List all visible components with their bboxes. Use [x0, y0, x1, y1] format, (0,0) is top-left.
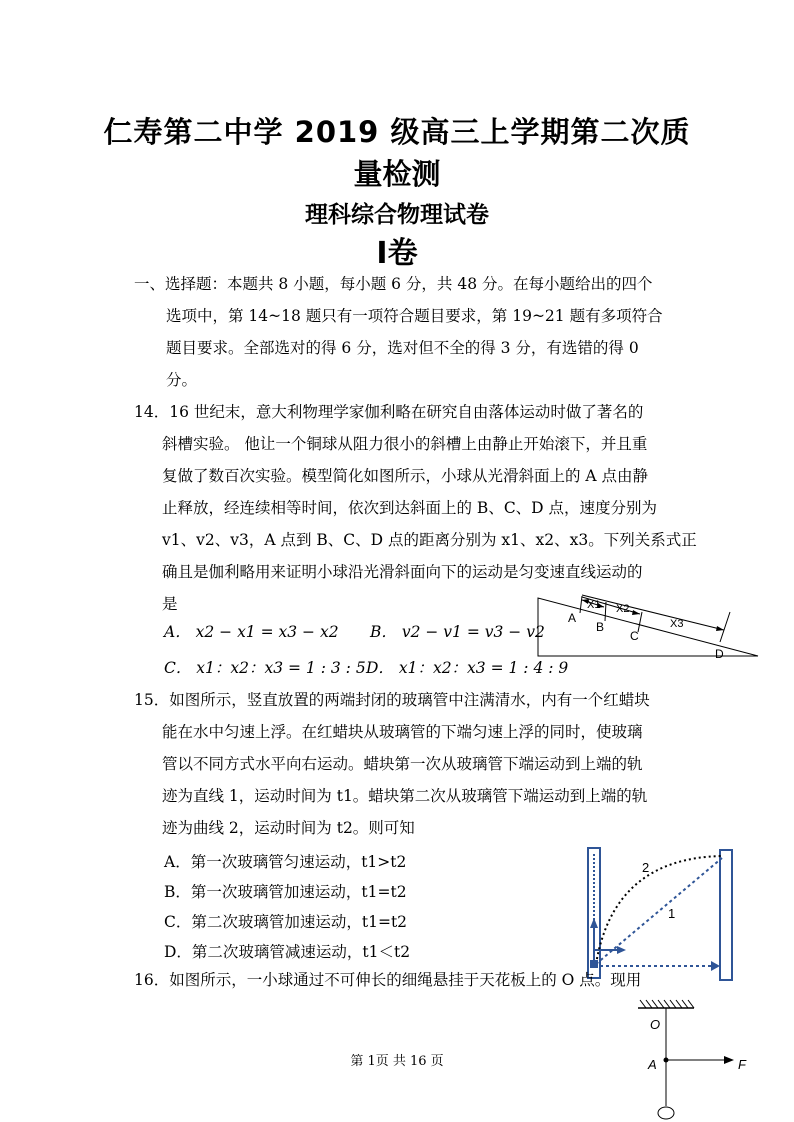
q15-text-line: 能在水中匀速上浮。在红蜡块从玻璃管的下端匀速上浮的同时，使玻璃 — [162, 723, 643, 741]
q14-text-line: 14．16 世纪末，意大利物理学家伽利略在研究自由落体运动时做了著名的 — [134, 403, 644, 421]
page-title-cont: 量检测 — [353, 157, 441, 191]
glass-tube-figure — [584, 842, 736, 984]
q14-text-line: 复做了数百次实验。模型简化如图所示，小球从光滑斜面上的 A 点由静 — [162, 467, 649, 485]
incline-figure — [532, 592, 764, 662]
page-footer: 第 1页 共 16 页 — [350, 1054, 444, 1069]
q14-option-d[interactable]: D． x1：x2：x3 = 1 : 4 : 9 — [366, 659, 569, 677]
q15-text-line: 15．如图所示，竖直放置的两端封闭的玻璃管中注满清水，内有一个红蜡块 — [134, 691, 650, 709]
q14-option-a[interactable]: A． x2 − x1 = x3 − x2 — [164, 623, 339, 641]
q15-option-d[interactable]: D．第二次玻璃管减速运动，t1＜t2 — [164, 943, 411, 961]
point-d-label: D — [715, 647, 724, 661]
q14-option-c[interactable]: C． x1：x2：x3 = 1 : 3 : 5 — [164, 659, 366, 677]
section-instruction-line: 分。 — [166, 371, 198, 389]
q14-text-line: 是 — [162, 595, 178, 613]
q15-text-line: 管以不同方式水平向右运动。蜡块第一次从玻璃管下端运动到上端的轨 — [162, 755, 643, 773]
q15-text-line: 迹为直线 1，运动时间为 t1。蜡块第二次从玻璃管下端运动到上端的轨 — [162, 787, 648, 805]
q14-text-line: 确且是伽利略用来证明小球沿光滑斜面向下的运动是匀变速直线运动的 — [162, 563, 643, 581]
section-instruction-line: 题目要求。全部选对的得 6 分，选对但不全的得 3 分，有选错的得 0 — [166, 339, 639, 357]
point-a-label: A — [568, 611, 577, 625]
q14-option-b[interactable]: B． v2 − v1 = v3 − v2 — [370, 623, 545, 641]
volume-label: Ⅰ卷 — [376, 236, 418, 271]
page-title: 仁寿第二中学 2019 级高三上学期第二次质 — [103, 115, 691, 149]
x1-label: X1 — [587, 599, 601, 611]
q16-text-line: 16．如图所示，一小球通过不可伸长的细绳悬挂于天花板上的 O 点。现用 — [134, 971, 642, 989]
line-1-label: 1 — [668, 906, 676, 921]
point-b-label: B — [596, 620, 605, 634]
q15-option-c[interactable]: C．第二次玻璃管加速运动，t1=t2 — [164, 913, 408, 931]
section-instruction-line: 选项中，第 14~18 题只有一项符合题目要求，第 19~21 题有多项符合 — [166, 307, 663, 325]
page-subtitle: 理科综合物理试卷 — [305, 202, 489, 228]
q14-text-line: 斜槽实验。 他让一个铜球从阻力很小的斜槽上由静止开始滚下，并且重 — [162, 435, 648, 453]
point-c-label: C — [630, 629, 639, 643]
point-a-label: A — [648, 1057, 657, 1072]
x2-label: X2 — [616, 603, 630, 615]
q14-text-line: v1、v2、v3，A 点到 B、C、D 点的距离分别为 x1、x2、x3。下列关系式正 — [162, 531, 697, 549]
q15-text-line: 迹为曲线 2，运动时间为 t2。则可知 — [162, 819, 415, 837]
point-o-label: O — [650, 1017, 661, 1032]
q15-option-a[interactable]: A．第一次玻璃管匀速运动，t1>t2 — [164, 853, 407, 871]
section-instruction-line: 一、选择题：本题共 8 小题，每小题 6 分，共 48 分。在每小题给出的四个 — [134, 275, 653, 293]
force-f-label: F — [738, 1057, 746, 1072]
curve-2-label: 2 — [642, 860, 650, 875]
q15-option-b[interactable]: B．第一次玻璃管加速运动，t1=t2 — [164, 883, 407, 901]
q14-text-line: 止释放，经连续相等时间，依次到达斜面上的 B、C、D 点，速度分别为 — [162, 499, 658, 517]
x3-label: X3 — [670, 618, 684, 630]
